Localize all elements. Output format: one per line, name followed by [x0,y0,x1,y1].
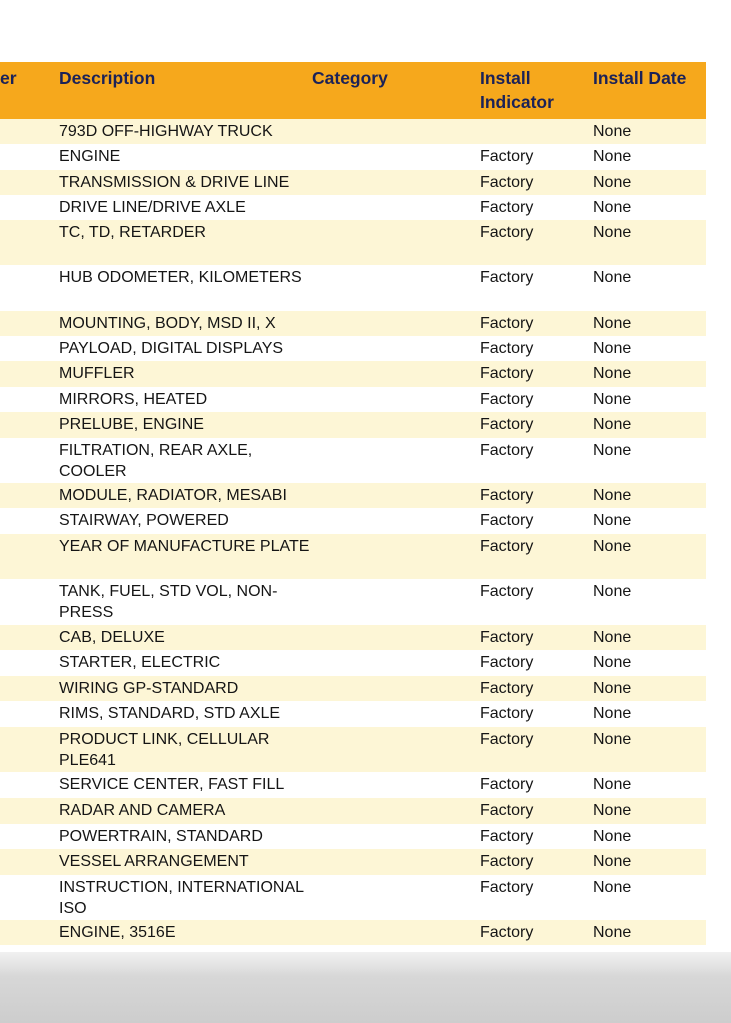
cell-install-indicator: Factory [480,680,534,697]
cell-install-date: None [593,879,632,896]
cell-install-indicator: Factory [480,828,534,845]
header-install-indicator: Install Indicator [480,68,554,112]
table-row [0,220,706,265]
cell-description: ENGINE [59,148,121,165]
header-install-date: Install Date [593,68,687,88]
cell-install-indicator: Factory [480,776,534,793]
cell-description: MUFFLER [59,365,135,382]
table-row [0,534,706,579]
cell-install-date: None [593,487,632,504]
table-row [0,875,706,920]
table-row [0,920,706,945]
cell-install-indicator: Factory [480,315,534,332]
cell-install-indicator: Factory [480,442,534,459]
table-body [0,119,706,945]
cell-install-date: None [593,340,632,357]
cell-description: TANK, FUEL, STD VOL, NON-PRESS [59,583,278,621]
cell-install-date: None [593,512,632,529]
cell-install-date: None [593,802,632,819]
cell-install-indicator: Factory [480,416,534,433]
cell-description: MOUNTING, BODY, MSD II, X [59,315,276,332]
cell-install-indicator: Factory [480,802,534,819]
cell-install-indicator: Factory [480,731,534,748]
cell-description: DRIVE LINE/DRIVE AXLE [59,199,246,216]
cell-install-indicator: Factory [480,340,534,357]
cell-description: TC, TD, RETARDER [59,224,206,241]
table-row [0,438,706,483]
cell-description: 793D OFF-HIGHWAY TRUCK [59,123,273,140]
table-row [0,195,706,220]
table-row [0,676,706,701]
table-row [0,119,706,144]
table-row [0,579,706,625]
table-row [0,144,706,170]
header-category: Category [312,68,388,88]
cell-install-date: None [593,776,632,793]
cell-description: ENGINE, 3516E [59,924,176,941]
cell-install-indicator: Factory [480,924,534,941]
cell-install-date: None [593,199,632,216]
cell-install-date: None [593,365,632,382]
cell-install-date: None [593,538,632,555]
cell-description: MIRRORS, HEATED [59,391,208,408]
cell-install-date: None [593,583,632,600]
cell-description: SERVICE CENTER, FAST FILL [59,776,285,793]
cell-install-date: None [593,924,632,941]
cell-install-indicator: Factory [480,199,534,216]
cell-install-indicator: Factory [480,269,534,286]
cell-install-indicator: Factory [480,705,534,722]
cell-description: PAYLOAD, DIGITAL DISPLAYS [59,340,284,357]
table-row [0,650,706,676]
table-row [0,412,706,438]
cell-install-date: None [593,853,632,870]
table-row [0,772,706,798]
equipment-table [0,62,706,945]
cell-install-indicator: Factory [480,224,534,241]
cell-install-indicator: Factory [480,391,534,408]
table-row [0,508,706,534]
cell-install-date: None [593,174,632,191]
table-row [0,849,706,875]
table-row [0,625,706,650]
cell-description: RADAR AND CAMERA [59,802,226,819]
cell-install-indicator: Factory [480,512,534,529]
cell-install-date: None [593,416,632,433]
cell-install-indicator: Factory [480,365,534,382]
cell-description: PRODUCT LINK, CELLULAR PLE641 [59,731,270,769]
cell-install-indicator: Factory [480,629,534,646]
cell-install-date: None [593,442,632,459]
table-row [0,387,706,412]
table-row [0,727,706,772]
cell-description: MODULE, RADIATOR, MESABI [59,487,287,504]
cell-install-indicator: Factory [480,853,534,870]
cell-install-indicator: Factory [480,538,534,555]
cell-install-date: None [593,705,632,722]
cell-install-date: None [593,148,632,165]
cell-description: PRELUBE, ENGINE [59,416,204,433]
cell-description: FILTRATION, REAR AXLE, COOLER [59,442,253,480]
cell-install-date: None [593,731,632,748]
cell-install-date: None [593,123,632,140]
cell-install-indicator: Factory [480,654,534,671]
header-number-partial: er [0,68,17,88]
cell-description: TRANSMISSION & DRIVE LINE [59,174,290,191]
page-bottom-shadow [0,952,731,1023]
table-row [0,311,706,336]
cell-install-indicator: Factory [480,148,534,165]
cell-install-date: None [593,680,632,697]
cell-install-indicator: Factory [480,487,534,504]
cell-install-date: None [593,828,632,845]
cell-description: VESSEL ARRANGEMENT [59,853,249,870]
cell-description: WIRING GP-STANDARD [59,680,239,697]
cell-description: HUB ODOMETER, KILOMETERS [59,269,302,286]
cell-install-date: None [593,269,632,286]
cell-install-date: None [593,391,632,408]
cell-install-indicator: Factory [480,879,534,896]
table-header [0,62,706,119]
cell-description: CAB, DELUXE [59,629,165,646]
header-description: Description [59,68,156,88]
table-row [0,824,706,849]
cell-install-date: None [593,224,632,241]
table-row [0,170,706,195]
table-row [0,701,706,727]
table-row [0,265,706,311]
cell-install-indicator: Factory [480,583,534,600]
table-row [0,361,706,387]
cell-description: POWERTRAIN, STANDARD [59,828,263,845]
table-row [0,336,706,361]
cell-install-date: None [593,315,632,332]
cell-install-date: None [593,629,632,646]
cell-install-date: None [593,654,632,671]
table-row [0,483,706,508]
table-row [0,798,706,824]
cell-description: RIMS, STANDARD, STD AXLE [59,705,281,722]
cell-description: STARTER, ELECTRIC [59,654,221,671]
cell-install-indicator: Factory [480,174,534,191]
cell-description: STAIRWAY, POWERED [59,512,229,529]
cell-description: INSTRUCTION, INTERNATIONAL ISO [59,879,304,917]
cell-description: YEAR OF MANUFACTURE PLATE [59,538,310,555]
